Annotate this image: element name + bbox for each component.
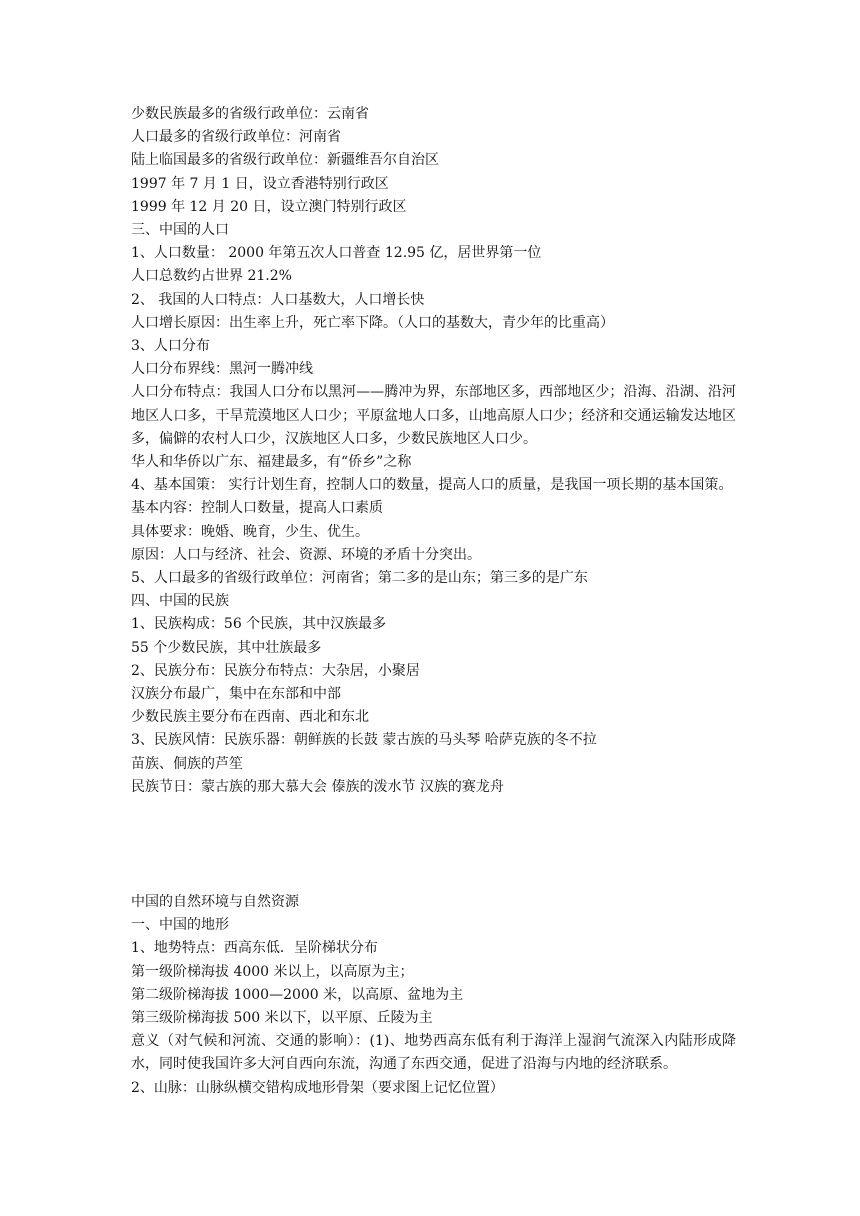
text-line: 陆上临国最多的省级行政单位：新疆维吾尔自治区 — [131, 152, 439, 169]
text-line: 少数民族主要分布在西南、西北和东北 — [131, 709, 369, 726]
text-line: 人口分布界线：黑河一腾冲线 — [131, 361, 313, 378]
text-line: 55 个少数民族，其中壮族最多 — [131, 639, 322, 656]
text-line: 1997 年 7 月 1 日，设立香港特别行政区 — [131, 175, 389, 192]
text-line: 人口增长原因：出生率上升，死亡率下降。（人口的基数大，青少年的比重高） — [131, 314, 614, 331]
section-heading: 三、中国的人口 — [131, 222, 229, 239]
population-ethnic-section — [131, 103, 736, 799]
text-line: 原因：人口与经济、社会、资源、环境的矛盾十分突出。 — [131, 546, 481, 563]
text-line: 基本内容：控制人口数量，提高人口素质 — [131, 500, 383, 517]
text-line: 2、 我国的人口特点：人口基数大，人口增长快 — [131, 291, 425, 308]
text-line: 民族节日：蒙古族的那大慕大会 傣族的泼水节 汉族的赛龙舟 — [131, 778, 504, 795]
text-line: 汉族分布最广，集中在东部和中部 — [131, 686, 341, 703]
text-line: 3、民族风情：民族乐器：朝鲜族的长鼓 蒙古族的马头琴 哈萨克族的冬不拉 — [131, 732, 597, 749]
text-line: 人口总数约占世界 21.2% — [131, 268, 292, 285]
natural-environment-section — [131, 891, 736, 1100]
text-line: 3、人口分布 — [131, 338, 210, 355]
text-line: 苗族、侗族的芦笙 — [131, 755, 243, 772]
text-line: 5、人口最多的省级行政单位：河南省；第二多的是山东；第三多的是广东 — [131, 570, 588, 587]
text-line: 2、民族分布：民族分布特点：大杂居，小聚居 — [131, 662, 420, 679]
significance-paragraph: 意义（对气候和河流、交通的影响）：(1)、地势西高东低有利于海洋上湿润气流深入内陆形成降水，同时使我国许多大河自西向东流，沟通了东西交通，促进了沿海与内地的经济联系。 — [131, 1033, 736, 1073]
section-heading: 四、中国的民族 — [131, 593, 229, 610]
text-line: 2、山脉：山脉纵横交错构成地形骨架（要求图上记忆位置） — [131, 1079, 504, 1096]
text-line: 人口最多的省级行政单位：河南省 — [131, 129, 341, 146]
section-heading: 一、中国的地形 — [131, 917, 229, 934]
distribution-feature-paragraph: 人口分布特点：我国人口分布以黑河——腾冲为界，东部地区多，西部地区少；沿海、沿湖、沿河地区人口多，干旱荒漠地区人口少；平原盆地人口多，山地高原人口少；经济和交通运输发达地区多，偏僻的农村人口少，汉族地区人口多，少数民族地区人口少。 — [131, 384, 736, 447]
text-line: 具体要求：晚婚、晚育，少生、优生。 — [131, 523, 369, 540]
text-line: 1、民族构成：56 个民族，其中汉族最多 — [131, 616, 387, 633]
text-line: 华人和华侨以广东、福建最多，有“侨乡”之称 — [131, 454, 412, 471]
text-line: 1999 年 12 月 20 日，设立澳门特别行政区 — [131, 198, 407, 215]
text-line: 1、地势特点：西高东低．呈阶梯状分布 — [131, 940, 378, 957]
text-line: 1、人口数量： 2000 年第五次人口普查 12.95 亿，居世界第一位 — [131, 245, 542, 262]
text-line: 第三级阶梯海拔 500 米以下，以平原、丘陵为主 — [131, 1010, 433, 1027]
text-line: 第二级阶梯海拔 1000—2000 米，以高原、盆地为主 — [131, 986, 464, 1003]
text-line: 少数民族最多的省级行政单位：云南省 — [131, 106, 369, 122]
chapter-title: 中国的自然环境与自然资源 — [131, 894, 299, 910]
text-line: 第一级阶梯海拔 4000 米以上，以高原为主； — [131, 963, 414, 980]
policy-paragraph: 4、基本国策： 实行计划生育，控制人口的数量，提高人口的质量，是我国一项长期的基本国策。 — [131, 477, 733, 494]
